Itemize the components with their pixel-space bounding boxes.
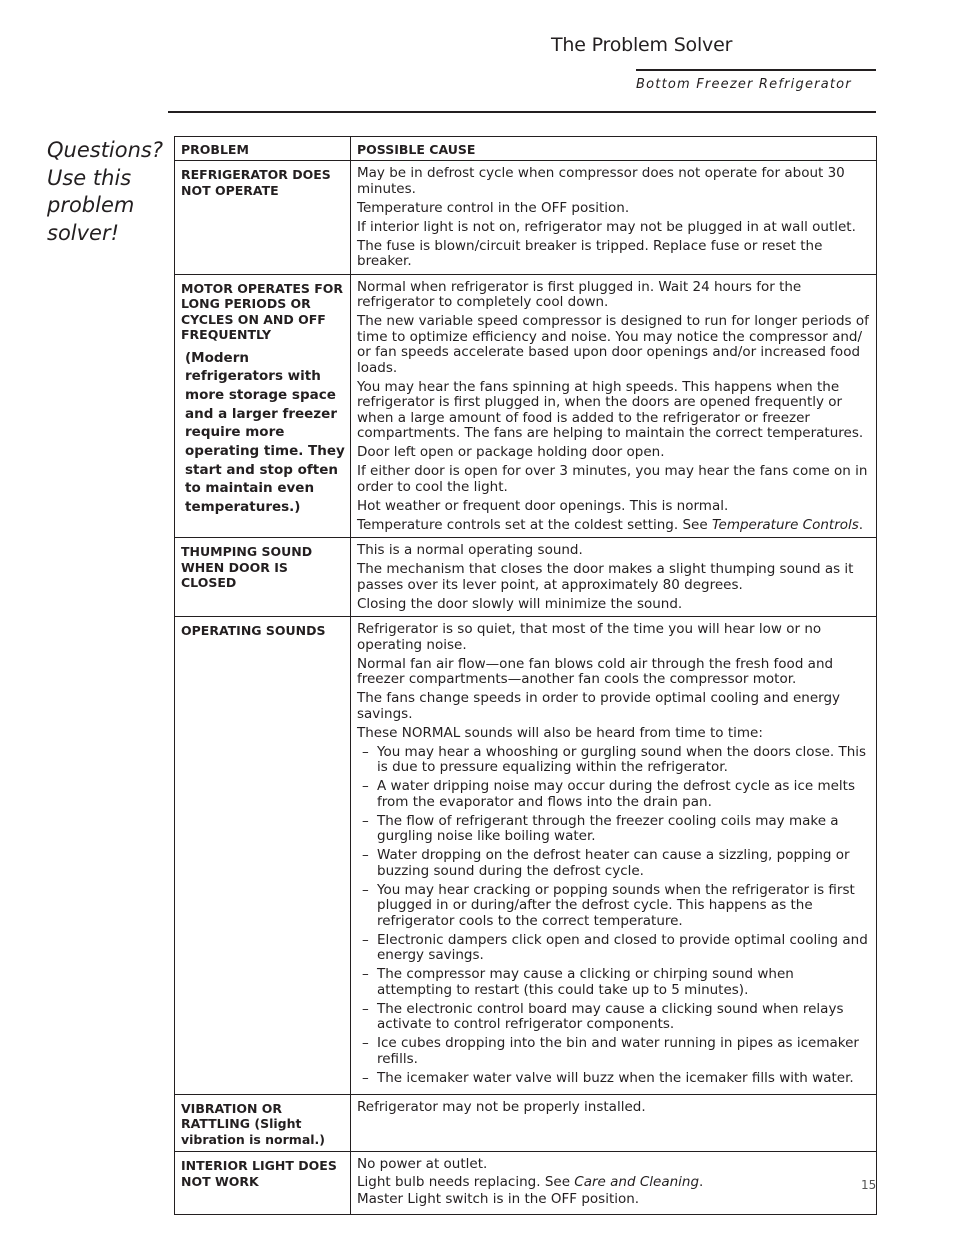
sidebar-line: problem (47, 193, 135, 217)
list-item: – You may hear a whooshing or gurgling sound when the doors close. This is due to pressure equalizing within the refrigerator. (357, 745, 871, 776)
page-subtitle: Bottom Freezer Refrigerator (636, 77, 852, 92)
problem-cell: INTERIOR LIGHT DOES NOT WORK (175, 1152, 351, 1215)
problem-cell: VIBRATION OR RATTLING (Slight vibration is normal.) (175, 1094, 351, 1152)
cause-text: Closing the door slowly will minimize the sound. (357, 595, 683, 612)
cause-text: The new variable speed compressor is designed to run for longer periods of time to optimize efficiency and noise. You may notice the compressor and/ or fan speeds accelerate based upon door openings and/or increased food loads. (357, 313, 869, 376)
cause-text: You may hear the fans spinning at high speeds. This happens when the refrigerator is first plugged in, when the doors are opened frequently or when a large amount of food is added to the refrigerator or freezer compartments. The fans are helping to maintain the correct temperatures. (357, 378, 864, 441)
list-item: – The electronic control board may cause a clicking sound when relays activate to control refrigerator components. (357, 1002, 871, 1033)
page-title: The Problem Solver (551, 34, 733, 56)
cause-cell (351, 1094, 877, 1152)
problem-cell (175, 274, 351, 538)
list-item: – The flow of refrigerant through the freezer cooling coils may make a gurgling noise like boiling water. (357, 814, 871, 845)
list-item: – You may hear cracking or popping sounds when the refrigerator is first plugged in or during/after the defrost cycle. This happens as the refrigerator cools to the correct temperature. (357, 883, 871, 930)
cause-cell (351, 274, 877, 538)
list-item: – Ice cubes dropping into the bin and water running in pipes as icemaker refills. (357, 1036, 871, 1067)
sidebar-line: Questions? (47, 138, 164, 162)
cause-text-suffix: . (699, 1173, 704, 1190)
list-item: – A water dripping noise may occur during the defrost cycle as ice melts from the evaporator and flows into the drain pan. (357, 779, 871, 810)
column-header-problem: PROBLEM (175, 137, 351, 161)
cause-text-prefix: Temperature controls set at the coldest setting. See (357, 516, 712, 533)
problem-label: MOTOR OPERATES FOR LONG PERIODS OR CYCLES ON AND OFF FREQUENTLY (181, 280, 344, 342)
header-divider-long (168, 111, 876, 113)
cause-text: May be in defrost cycle when compressor does not operate for about 30 minutes. (357, 165, 845, 197)
cause-text: If interior light is not on, refrigerator may not be plugged in at wall outlet. (357, 218, 856, 235)
table-row (175, 617, 877, 1095)
cause-text: Normal when refrigerator is first plugged in. Wait 24 hours for the refrigerator to completely cool down. (357, 278, 802, 310)
table-row (175, 161, 877, 275)
page-number: 15 (861, 1178, 877, 1192)
cause-text: The fans change speeds in order to provide optimal cooling and energy savings. (357, 690, 841, 722)
header-divider-short (636, 69, 876, 71)
cause-text: Refrigerator is so quiet, that most of the time you will hear low or no operating noise. (357, 621, 822, 653)
table-row (175, 1094, 877, 1152)
problem-cell: REFRIGERATOR DOES NOT OPERATE (175, 161, 351, 275)
problem-cell: THUMPING SOUND WHEN DOOR IS CLOSED (175, 538, 351, 617)
table-header-row (175, 137, 877, 161)
cause-text: Refrigerator may not be properly installed. (357, 1098, 646, 1115)
cross-reference: Temperature Controls (711, 516, 859, 533)
cause-text: Temperature control in the OFF position. (357, 199, 630, 216)
problem-note: (Modern refrigerators with more storage space and a larger freezer require more operating time. They start and stop often to maintain even temperatures.) (185, 349, 345, 516)
list-item: – Water dropping on the defrost heater can cause a sizzling, popping or buzzing sound during the defrost cycle. (357, 848, 871, 879)
sidebar-prompt (47, 137, 167, 247)
list-item: – The compressor may cause a clicking or chirping sound when attempting to restart (this could take up to 5 minutes). (357, 967, 871, 998)
cause-text: No power at outlet. (357, 1156, 488, 1172)
cause-text-prefix: Light bulb needs replacing. See (357, 1173, 575, 1190)
table-row (175, 538, 877, 617)
problem-solver-table (174, 136, 877, 1215)
cross-reference: Care and Cleaning (574, 1173, 700, 1190)
cause-text: If either door is open for over 3 minutes, you may hear the fans come on in order to cool the light. (357, 463, 868, 495)
sound-list (357, 745, 871, 1087)
cause-text: These NORMAL sounds will also be heard from time to time: (357, 724, 763, 741)
cause-cell (351, 617, 877, 1095)
cause-text: Hot weather or frequent door openings. This is normal. (357, 497, 729, 514)
cause-text: Normal fan air flow—one fan blows cold air through the fresh food and freezer compartments—another fan cools the compressor motor. (357, 655, 834, 687)
cause-text-suffix: . (858, 516, 864, 533)
cause-cell (351, 161, 877, 275)
cause-text (357, 518, 871, 534)
cause-text (357, 1175, 871, 1191)
column-header-cause: POSSIBLE CAUSE (351, 137, 877, 161)
cause-cell (351, 1152, 877, 1215)
cause-text: Master Light switch is in the OFF position. (357, 1191, 640, 1207)
table-row (175, 1152, 877, 1215)
problem-cell: OPERATING SOUNDS (175, 617, 351, 1095)
cause-text: The mechanism that closes the door makes a slight thumping sound as it passes over its lever point, at approximately 80 degrees. (357, 561, 854, 593)
cause-text: This is a normal operating sound. (357, 542, 583, 558)
sidebar-line: solver! (47, 220, 120, 245)
list-item: – Electronic dampers click open and closed to provide optimal cooling and energy savings. (357, 933, 871, 964)
cause-text: Door left open or package holding door open. (357, 444, 665, 460)
sidebar-line: Use this (47, 165, 132, 190)
list-item: – The icemaker water valve will buzz when the icemaker fills with water. (357, 1071, 871, 1087)
cause-text: The fuse is blown/circuit breaker is tripped. Replace fuse or reset the breaker. (357, 237, 823, 269)
table-row (175, 274, 877, 538)
cause-cell (351, 538, 877, 617)
